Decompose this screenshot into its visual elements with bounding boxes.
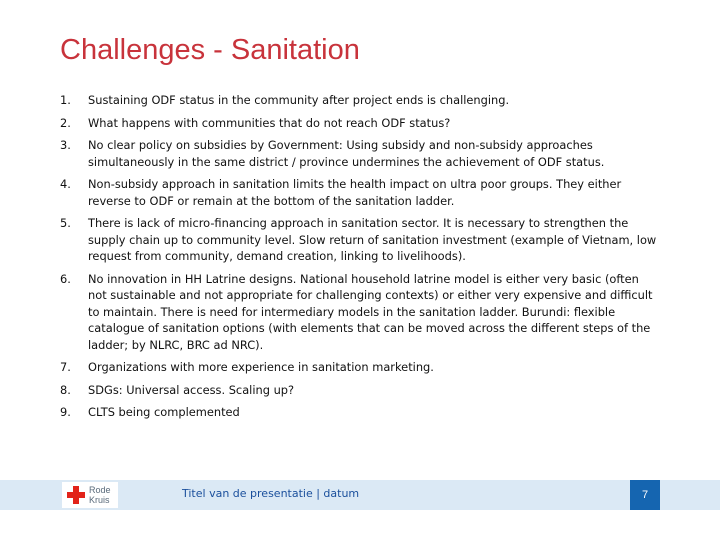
item-number: 2. (60, 115, 71, 130)
red-cross-icon (67, 486, 85, 504)
item-number: 8. (60, 382, 71, 397)
item-text: SDGs: Universal access. Scaling up? (88, 382, 295, 397)
logo-text (89, 485, 111, 505)
item-text: CLTS being complemented (88, 405, 240, 419)
item-number: 3. (60, 138, 71, 152)
item-number: 1. (60, 93, 71, 107)
item-text: No clear policy on subsidies by Government: Using subsidy and non-subsidy approaches simultaneously in the same district / province undermines the achievement of ODF status. (88, 138, 605, 169)
item-text: Sustaining ODF status in the community after project ends is challenging. (88, 93, 510, 107)
list-item (60, 92, 660, 109)
logo-line-1: Rode (89, 485, 111, 495)
list-item (60, 359, 660, 376)
footer-text: Titel van de presentatie | datum (182, 487, 360, 500)
item-text: No innovation in HH Latrine designs. National household latrine model is either very basic (often not sustainable and not appropriate for challenging contexts) or either very expensive and difficult to maintain. There is need for intermediary models in the sanitation ladder. Burundi: flexible catalogue of sanitation options (with elements that can be moved across the different steps of the ladder; by NLRC, BRC ad NRC). (88, 271, 653, 352)
item-number: 4. (60, 177, 71, 191)
list-item (60, 404, 660, 421)
list-item (60, 382, 660, 399)
challenge-list (60, 92, 660, 427)
item-text: Organizations with more experience in sanitation marketing. (88, 360, 434, 374)
item-number: 9. (60, 405, 71, 419)
page-number: 7 (630, 480, 660, 510)
list-item (60, 271, 660, 354)
item-number: 5. (60, 216, 71, 230)
list-item (60, 115, 660, 132)
list-item (60, 137, 660, 170)
rode-kruis-logo (62, 482, 118, 508)
item-number: 7. (60, 360, 71, 374)
list-item (60, 215, 660, 265)
item-text: What happens with communities that do not reach ODF status? (88, 115, 451, 130)
item-number: 6. (60, 271, 71, 286)
list-item (60, 176, 660, 209)
logo-line-2: Kruis (89, 495, 110, 505)
item-text: Non-subsidy approach in sanitation limits the health impact on ultra poor groups. They either reverse to ODF or remain at the bottom of the sanitation ladder. (88, 177, 622, 208)
slide-title: Challenges - Sanitation (60, 34, 360, 66)
item-text: There is lack of micro-financing approach in sanitation sector. It is necessary to strengthen the supply chain up to community level. Slow return of sanitation investment (example of Vietnam, low request from community, demand creation, linking to livelihoods). (88, 216, 657, 263)
